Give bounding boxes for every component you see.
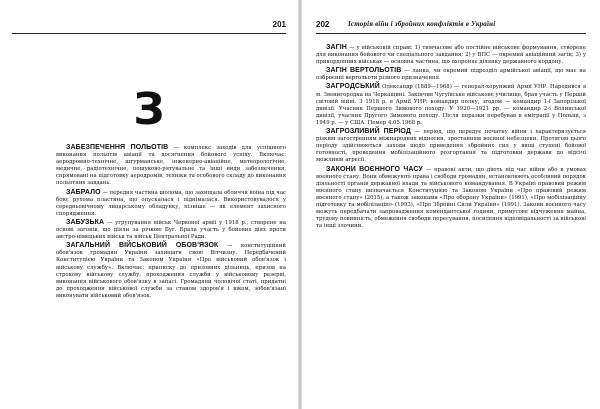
running-title: Історія війн і збройних конфліктів в Україні: [348, 20, 496, 28]
entry-text: — у військовій справі: 1) тимчасове або постійне військове формування, створене для виконання бойового чи спеціального завдання; 2) у ВПС — окремий авіаційний загін; 3) у прикордонних військах — основна частина, що охороняє ділянку державного кордону.: [316, 45, 586, 66]
left-page: [0, 0, 298, 409]
entry-text: — правові акти, що діють під час війни або в умовах воєнного стану. Вони обмежують права і свободи громадян, встановлюють особливий порядок діяльності органів державної влади та військового командування. В Україні правовий режим воєнного стану визначається Конституцією та Законом України «Про правовий режим воєнного стану» (2015), а також законами «Про оборону України» (1991), «Про мобілізаційну підготовку та мобілізацію» (1993), «Про Збройні Сили України» (1991). Закони воєнного часу можуть передбачати запровадження комендантської години, примусове відчуження майна, трудову повинність, обмеження свободи пересування, посилення відповідальності за військові та інші злочини.: [316, 166, 587, 230]
dictionary-entry: [56, 242, 286, 300]
dictionary-entry: [316, 166, 586, 231]
entry-term: ЗАБЕЗПЕЧЕННЯ ПОЛЬОТІВ: [66, 144, 169, 151]
right-page-number: 202: [316, 20, 330, 29]
entry-term: ЗАГІН: [326, 44, 347, 51]
entry-text: — передня частина шолома, що захищала обличчя воїна під час бою; рухома пластина, що опускалася і піднімалася. Використовувалося у середньовічному лицарському обладунку, пізніше — як елемент захисного спорядження.: [56, 189, 287, 217]
dictionary-entry: [56, 144, 286, 188]
dictionary-entry: [56, 219, 286, 241]
left-page-body: [56, 144, 286, 300]
entry-term: ЗАГІН ВЕРТОЛЬОТІВ: [326, 67, 402, 75]
entry-text: — комплекс заходів для успішного виконання польотів авіації та досягнення бойового успіху. Включає: аеродромно-технічне, штурманське, інженерно-авіаційне, метеорологічне, медичне, радіотехнічне, пошуково-рятувальне та інші види забезпечення, спрямовані на підготовку аеродромів, техніки та особового складу до виконання польотних завдань.: [56, 145, 287, 187]
entry-text: — угрупування військ Червоної армії у 1918 р., створене на основі загонів, що діяли за річкою Буг. Брала участь у бойових діях проти австро-німецьких військ та військ Центральної Ради.: [56, 219, 286, 241]
entry-term: ЗАГРОЗЛИВИЙ ПЕРІОД: [326, 128, 411, 136]
entry-term: ЗАКОНИ ВОЄННОГО ЧАСУ: [326, 165, 423, 173]
right-page: [302, 0, 600, 409]
entry-text: Олександр (1889—1968) — генерал-хорунжий Армії УНР. Народився в м. Звенигородка на Черкащині. Закінчив Чугуївське військове училище, брав участь у Першій світовій війні. З 1918 р. в Армії УНР: командир полку, згодом — командир 1-ї Запорізької дивізії. Учасник Першого Зимового походу. У 1920—1921 рр. — командир 2-ї Волинської дивізії, учасник Другого Зимового походу. Після поразки перебував в еміграції у Польщі, з 1949 р. — у США. Помер 4.05.1968 р.: [316, 84, 587, 126]
entry-term: ЗАБРАЛО: [66, 188, 101, 196]
dictionary-entry: [316, 67, 586, 82]
dictionary-entry: [316, 128, 586, 164]
entry-text: — конституційний обов'язок громадян України захищати свою Вітчизну. Передбачений Конституцією України та Законом України «Про військовий обов'язок і військову службу». Включає: приписку до призовних дільниць, призов на строкову військову службу, проходження служби у військовому резерві, виконання військового обов'язку в запасі. Громадяни чоловічої статі, придатні до проходження військової служби за станом здоров'я і віком, зобов'язані виконувати військовий обов'язок.: [56, 243, 286, 299]
dictionary-entry: [316, 83, 586, 127]
entry-term: ЗАГАЛЬНИЙ ВІЙСЬКОВИЙ ОБОВ'ЯЗОК: [66, 242, 219, 250]
chapter-letter: З: [133, 84, 165, 135]
left-header-rule: [12, 33, 286, 34]
dictionary-entry: [316, 44, 586, 66]
right-page-body: [316, 44, 586, 230]
entry-term: ЗАГРОДСЬКИЙ: [326, 83, 380, 91]
entry-term: ЗАБУЗЬКА: [66, 218, 105, 226]
entry-text: — період, що передує початку війни і характеризується різким загостренням міжнародних відносин, зростанням воєнної небезпеки. Протягом цього періоду здійснюються заходи щодо приведення збройних сил у вищі ступені бойової готовності, проведення мобілізаційного розгортання та підготовки держави до відсічі можливій агресії.: [316, 129, 586, 164]
dictionary-entry: [56, 189, 286, 218]
right-header-rule: [316, 33, 586, 34]
left-page-number: 201: [272, 20, 286, 29]
entry-text: — ланка, чи окремий підрозділ армійської авіації, що має на озброєнні вертольоти різного призначення.: [316, 68, 586, 82]
